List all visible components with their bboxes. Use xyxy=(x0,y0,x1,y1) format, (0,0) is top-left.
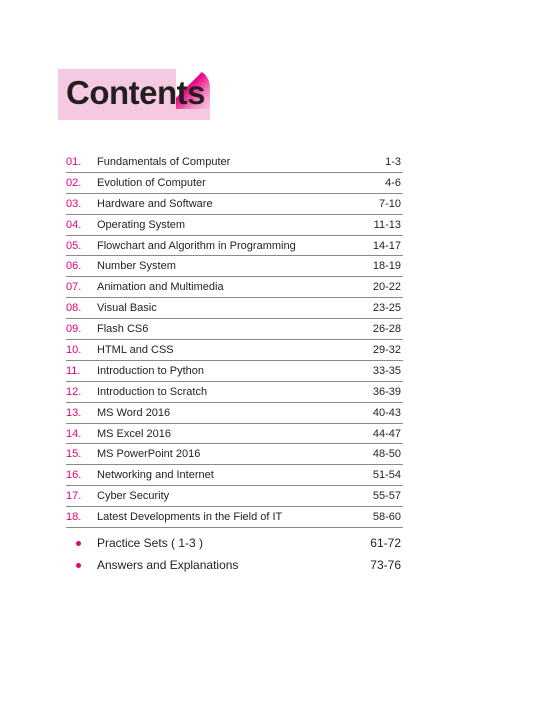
chapter-pages: 1-3 xyxy=(385,156,401,168)
bullet-icon xyxy=(76,563,81,568)
page-title: Contents xyxy=(66,74,205,111)
toc-row[interactable] xyxy=(66,298,403,319)
chapter-title: Introduction to Python xyxy=(97,364,205,377)
toc-row[interactable] xyxy=(66,340,403,361)
chapter-pages: 14-17 xyxy=(372,239,401,252)
chapter-title: Visual Basic xyxy=(97,302,157,315)
chapter-pages: 55-57 xyxy=(372,490,401,503)
supplementary-contents xyxy=(66,533,403,577)
chapter-number: 01. xyxy=(66,156,82,168)
toc-row[interactable] xyxy=(66,215,403,236)
chapter-title: Cyber Security xyxy=(97,490,170,503)
chapter-number: 04. xyxy=(66,218,82,231)
chapter-pages: 11-13 xyxy=(373,218,401,231)
chapter-pages: 51-54 xyxy=(372,469,401,482)
toc-row[interactable] xyxy=(66,194,403,215)
chapter-pages: 58-60 xyxy=(372,511,401,524)
chapter-title: HTML and CSS xyxy=(97,344,174,357)
chapter-pages: 44-47 xyxy=(372,427,401,440)
chapter-number: 14. xyxy=(66,427,82,440)
chapter-number: 15. xyxy=(66,448,82,461)
chapter-number: 12. xyxy=(66,385,82,398)
chapter-number: 17. xyxy=(66,490,82,503)
chapter-title: MS PowerPoint 2016 xyxy=(97,448,201,461)
chapter-number: 07. xyxy=(66,281,82,294)
chapter-number: 05. xyxy=(66,239,82,252)
chapter-title: Hardware and Software xyxy=(97,197,213,210)
chapter-number: 06. xyxy=(66,260,82,273)
chapter-title: Fundamentals of Computer xyxy=(97,156,231,168)
supplementary-title: Answers and Explanations xyxy=(97,558,239,572)
chapter-pages: 7-10 xyxy=(378,197,401,210)
chapter-title: Operating System xyxy=(97,218,186,231)
supplementary-row[interactable] xyxy=(66,533,403,555)
contents-heading-banner xyxy=(58,69,210,120)
chapter-title: MS Excel 2016 xyxy=(97,427,171,440)
chapter-number: 11. xyxy=(66,364,81,377)
chapter-pages: 48-50 xyxy=(372,448,401,461)
chapter-number: 18. xyxy=(66,511,82,524)
chapter-pages: 18-19 xyxy=(372,260,401,273)
chapter-title: Flowchart and Algorithm in Programming xyxy=(97,239,296,252)
toc-row[interactable] xyxy=(66,403,403,424)
chapter-title: Networking and Internet xyxy=(97,469,214,482)
chapter-pages: 26-28 xyxy=(372,323,401,336)
toc-row[interactable] xyxy=(66,507,403,528)
chapter-number: 02. xyxy=(66,176,82,189)
toc-row[interactable] xyxy=(66,444,403,465)
chapter-number: 09. xyxy=(66,323,82,336)
chapter-pages: 23-25 xyxy=(372,302,401,315)
chapter-title: Number System xyxy=(97,260,176,273)
toc-row[interactable] xyxy=(66,152,403,173)
supplementary-row[interactable] xyxy=(66,555,403,577)
chapter-pages: 33-35 xyxy=(372,364,401,377)
chapter-title: Evolution of Computer xyxy=(97,176,206,189)
supplementary-pages: 73-76 xyxy=(370,558,401,572)
chapter-pages: 40-43 xyxy=(372,406,401,419)
chapter-title: Latest Developments in the Field of IT xyxy=(97,511,283,524)
toc-row[interactable] xyxy=(66,236,403,257)
chapter-number: 16. xyxy=(66,469,82,482)
toc-row[interactable] xyxy=(66,277,403,298)
bullet-icon xyxy=(76,541,81,546)
chapter-pages: 20-22 xyxy=(372,281,401,294)
chapter-number: 08. xyxy=(66,302,82,315)
supplementary-pages: 61-72 xyxy=(370,536,401,550)
toc-row[interactable] xyxy=(66,361,403,382)
chapter-number: 10. xyxy=(66,344,82,357)
toc-row[interactable] xyxy=(66,319,403,340)
chapter-title: Animation and Multimedia xyxy=(97,281,224,294)
chapter-title: Introduction to Scratch xyxy=(97,385,208,398)
toc-row[interactable] xyxy=(66,173,403,194)
chapter-title: MS Word 2016 xyxy=(97,406,171,419)
chapter-title: Flash CS6 xyxy=(97,323,149,336)
table-of-contents xyxy=(66,152,403,528)
supplementary-title: Practice Sets ( 1-3 ) xyxy=(97,536,204,550)
toc-row[interactable] xyxy=(66,382,403,403)
toc-row[interactable] xyxy=(66,486,403,507)
chapter-pages: 4-6 xyxy=(385,176,401,189)
chapter-number: 13. xyxy=(66,406,82,419)
toc-row[interactable] xyxy=(66,424,403,445)
chapter-number: 03. xyxy=(66,197,82,210)
toc-row[interactable] xyxy=(66,256,403,277)
chapter-pages: 29-32 xyxy=(372,344,401,357)
toc-row[interactable] xyxy=(66,465,403,486)
chapter-pages: 36-39 xyxy=(372,385,401,398)
